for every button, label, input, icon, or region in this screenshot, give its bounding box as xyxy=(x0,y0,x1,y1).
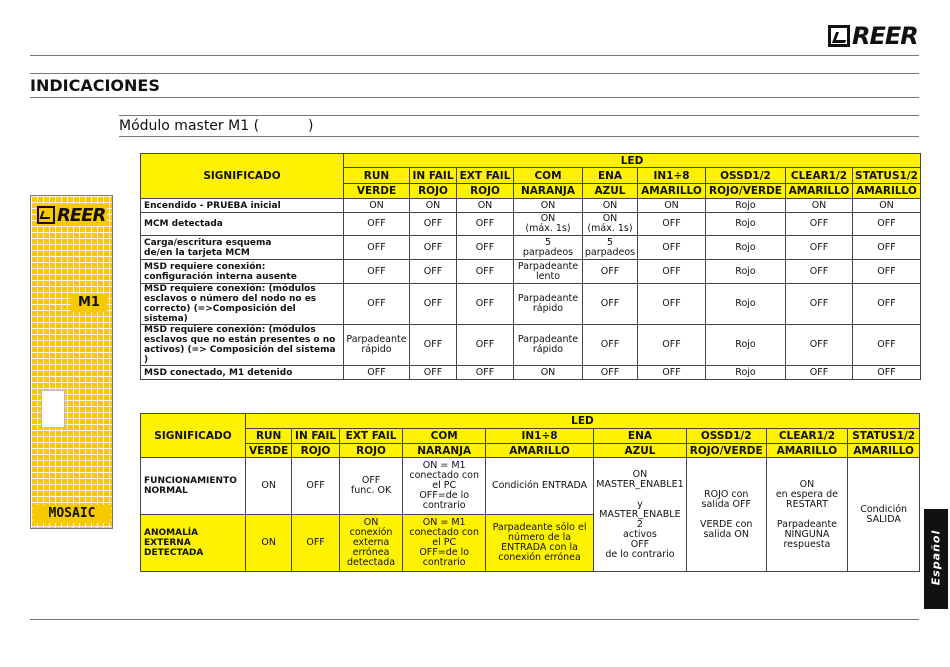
led-column-name: RUN xyxy=(344,168,410,184)
section-rule-top xyxy=(30,73,919,74)
led-column-name: EXT FAIL xyxy=(339,429,403,444)
table-cell: OFF xyxy=(292,458,339,515)
table-cell: OFF xyxy=(638,236,706,260)
led-column-color: AZUL xyxy=(594,444,687,458)
subtitle-rule-top xyxy=(119,115,919,116)
table-cell: OFF xyxy=(853,325,921,366)
led-column-color: AMARILLO xyxy=(766,444,848,458)
led-table-2 xyxy=(140,413,920,572)
table-cell: OFF xyxy=(786,236,853,260)
table-cell: Rojo xyxy=(706,236,786,260)
led-table-1 xyxy=(140,153,921,380)
table-cell: Parpadeante rápido xyxy=(514,325,583,366)
led-column-color: VERDE xyxy=(344,184,410,199)
table-cell: Parpadeante sólo el número de la ENTRADA con la conexión errónea xyxy=(486,515,594,572)
table-cell: Rojo xyxy=(706,325,786,366)
module-brand-label: MOSAIC xyxy=(33,505,111,523)
table-cell: OFF xyxy=(410,260,457,284)
table-cell: ON xyxy=(638,199,706,213)
table-row xyxy=(141,366,921,380)
table-cell: OFF xyxy=(344,366,410,380)
module-logo-icon xyxy=(37,206,55,224)
table-cell: 5 parpadeos xyxy=(514,236,583,260)
table-cell: ON xyxy=(245,458,291,515)
ena-cell: ON MASTER_ENABLE1 y MASTER_ENABLE 2 activos OFF de lo contrario xyxy=(594,458,687,572)
led-column-color: AMARILLO xyxy=(848,444,920,458)
section-title: INDICACIONES xyxy=(30,76,160,95)
table-cell: Rojo xyxy=(706,213,786,236)
module-id-label: M1 xyxy=(71,294,107,312)
table-cell: OFF xyxy=(786,213,853,236)
table-cell: OFF xyxy=(786,284,853,325)
led-column-name: IN1÷8 xyxy=(638,168,706,184)
led-column-name: COM xyxy=(514,168,583,184)
table-cell: OFF xyxy=(457,213,514,236)
table-cell: OFF xyxy=(292,515,339,572)
row-description: FUNCIONAMIENTO NORMAL xyxy=(141,458,246,515)
table-cell: ON xyxy=(245,515,291,572)
row-description: MSD requiere conexión: (módulos esclavos que no están presentes o no activos) (=> Composición del sistema ) xyxy=(141,325,344,366)
led-column-name: OSSD1/2 xyxy=(706,168,786,184)
led-header: LED xyxy=(344,154,921,168)
table-cell: OFF xyxy=(786,325,853,366)
table-cell: OFF func. OK xyxy=(339,458,403,515)
table-cell: OFF xyxy=(457,236,514,260)
table-cell: ON xyxy=(410,199,457,213)
table-row xyxy=(141,458,920,515)
row-description: ANOMALÍA EXTERNA DETECTADA xyxy=(141,515,246,572)
table-cell: ON xyxy=(514,366,583,380)
row-description: Carga/escritura esquema de/en la tarjeta MCM xyxy=(141,236,344,260)
table-row xyxy=(141,284,921,325)
led-column-color: ROJO xyxy=(292,444,339,458)
table-row xyxy=(141,325,921,366)
table-cell: OFF xyxy=(583,366,638,380)
table-cell: OFF xyxy=(786,260,853,284)
led-column-color: AMARILLO xyxy=(486,444,594,458)
table-cell: Rojo xyxy=(706,260,786,284)
led-column-color: VERDE xyxy=(245,444,291,458)
table-cell: OFF xyxy=(410,236,457,260)
led-column-color: ROJO xyxy=(457,184,514,199)
led-column-color: NARANJA xyxy=(514,184,583,199)
led-column-color: ROJO xyxy=(339,444,403,458)
table-cell: OFF xyxy=(853,366,921,380)
led-column-name: ENA xyxy=(594,429,687,444)
table-cell: Parpadeante rápido xyxy=(344,325,410,366)
table-cell: Rojo xyxy=(706,284,786,325)
table-cell: OFF xyxy=(583,260,638,284)
led-column-name: STATUS1/2 xyxy=(853,168,921,184)
row-description: MSD requiere conexión: (módulos esclavos o número del nodo no es correcto) (=>Composición del sistema) xyxy=(141,284,344,325)
led-column-name: CLEAR1/2 xyxy=(766,429,848,444)
table-cell: OFF xyxy=(853,236,921,260)
table-cell: OFF xyxy=(410,366,457,380)
led-column-name: ENA xyxy=(583,168,638,184)
led-column-color: AMARILLO xyxy=(853,184,921,199)
table-row xyxy=(141,199,921,213)
table-cell: OFF xyxy=(344,236,410,260)
module-logo xyxy=(37,204,107,226)
footer-rule xyxy=(30,619,919,620)
table-cell: ON = M1 conectado con el PC OFF=de lo contrario xyxy=(403,515,486,572)
led-column-name: IN FAIL xyxy=(410,168,457,184)
table-cell: OFF xyxy=(583,325,638,366)
reer-logo xyxy=(828,22,918,50)
led-column-name: EXT FAIL xyxy=(457,168,514,184)
table-cell: OFF xyxy=(638,213,706,236)
table-cell: ON xyxy=(514,199,583,213)
table-cell: OFF xyxy=(638,284,706,325)
led-header: LED xyxy=(245,414,919,429)
subtitle-rule-bottom xyxy=(119,136,919,137)
table-cell: ON (máx. 1s) xyxy=(583,213,638,236)
table-cell: ON xyxy=(344,199,410,213)
table-cell: 5 parpadeos xyxy=(583,236,638,260)
table-cell: Condición ENTRADA xyxy=(486,458,594,515)
table-cell: OFF xyxy=(344,284,410,325)
section-rule-bottom xyxy=(30,97,919,98)
table-cell: OFF xyxy=(457,366,514,380)
led-column-name: CLEAR1/2 xyxy=(786,168,853,184)
table-cell: OFF xyxy=(457,284,514,325)
table-cell: ON conexión externa errónea detectada xyxy=(339,515,403,572)
subtitle: Módulo master M1 ( ) xyxy=(119,118,314,134)
led-column-color: ROJO/VERDE xyxy=(686,444,766,458)
table-cell: OFF xyxy=(786,366,853,380)
table-row xyxy=(141,213,921,236)
table-cell: Rojo xyxy=(706,199,786,213)
led-column-name: IN FAIL xyxy=(292,429,339,444)
significado-header: SIGNIFICADO xyxy=(141,154,344,199)
led-column-name: RUN xyxy=(245,429,291,444)
table-cell: OFF xyxy=(583,284,638,325)
module-logo-text: REER xyxy=(57,204,106,226)
table-cell: OFF xyxy=(638,260,706,284)
led-column-color: AZUL xyxy=(583,184,638,199)
row-description: Encendido - PRUEBA inicial xyxy=(141,199,344,213)
table-cell: Rojo xyxy=(706,366,786,380)
table-cell: OFF xyxy=(638,325,706,366)
significado-header: SIGNIFICADO xyxy=(141,414,246,458)
table-cell: ON xyxy=(786,199,853,213)
led-column-name: COM xyxy=(403,429,486,444)
module-illustration xyxy=(30,195,113,529)
table-cell: ON xyxy=(583,199,638,213)
status-cell: Condición SALIDA xyxy=(848,458,920,572)
led-column-name: OSSD1/2 xyxy=(686,429,766,444)
row-description: MSD requiere conexión: configuración interna ausente xyxy=(141,260,344,284)
table-cell: OFF xyxy=(410,213,457,236)
language-tab xyxy=(924,509,948,609)
header-rule xyxy=(30,55,919,56)
led-column-color: AMARILLO xyxy=(786,184,853,199)
table-cell: OFF xyxy=(344,213,410,236)
led-column-color: ROJO xyxy=(410,184,457,199)
table-cell: ON xyxy=(457,199,514,213)
led-column-color: AMARILLO xyxy=(638,184,706,199)
table-cell: OFF xyxy=(410,284,457,325)
led-column-color: NARANJA xyxy=(403,444,486,458)
table-row xyxy=(141,260,921,284)
row-description: MSD conectado, M1 detenido xyxy=(141,366,344,380)
table-cell: OFF xyxy=(638,366,706,380)
led-column-name: IN1÷8 xyxy=(486,429,594,444)
table-cell: OFF xyxy=(344,260,410,284)
table-cell: Parpadeante rápido xyxy=(514,284,583,325)
led-column-name: STATUS1/2 xyxy=(848,429,920,444)
table-cell: ON (máx. 1s) xyxy=(514,213,583,236)
table-cell: OFF xyxy=(457,325,514,366)
table-cell: ON xyxy=(853,199,921,213)
table-cell: ON = M1 conectado con el PC OFF=de lo contrario xyxy=(403,458,486,515)
led-column-color: ROJO/VERDE xyxy=(706,184,786,199)
clear-cell: ON en espera de RESTART Parpadeante NINGUNA respuesta xyxy=(766,458,848,572)
language-tab-label: Español xyxy=(929,529,943,586)
row-description: MCM detectada xyxy=(141,213,344,236)
reer-logo-text: REER xyxy=(852,22,918,50)
ossd-cell: ROJO con salida OFF VERDE con salida ON xyxy=(686,458,766,572)
table-cell: OFF xyxy=(853,284,921,325)
table-row xyxy=(141,236,921,260)
table-cell: OFF xyxy=(853,260,921,284)
module-window xyxy=(41,390,65,428)
table-cell: Parpadeante lento xyxy=(514,260,583,284)
table-cell: OFF xyxy=(457,260,514,284)
table-cell: OFF xyxy=(853,213,921,236)
table-cell: OFF xyxy=(410,325,457,366)
reer-logo-icon xyxy=(828,25,850,47)
